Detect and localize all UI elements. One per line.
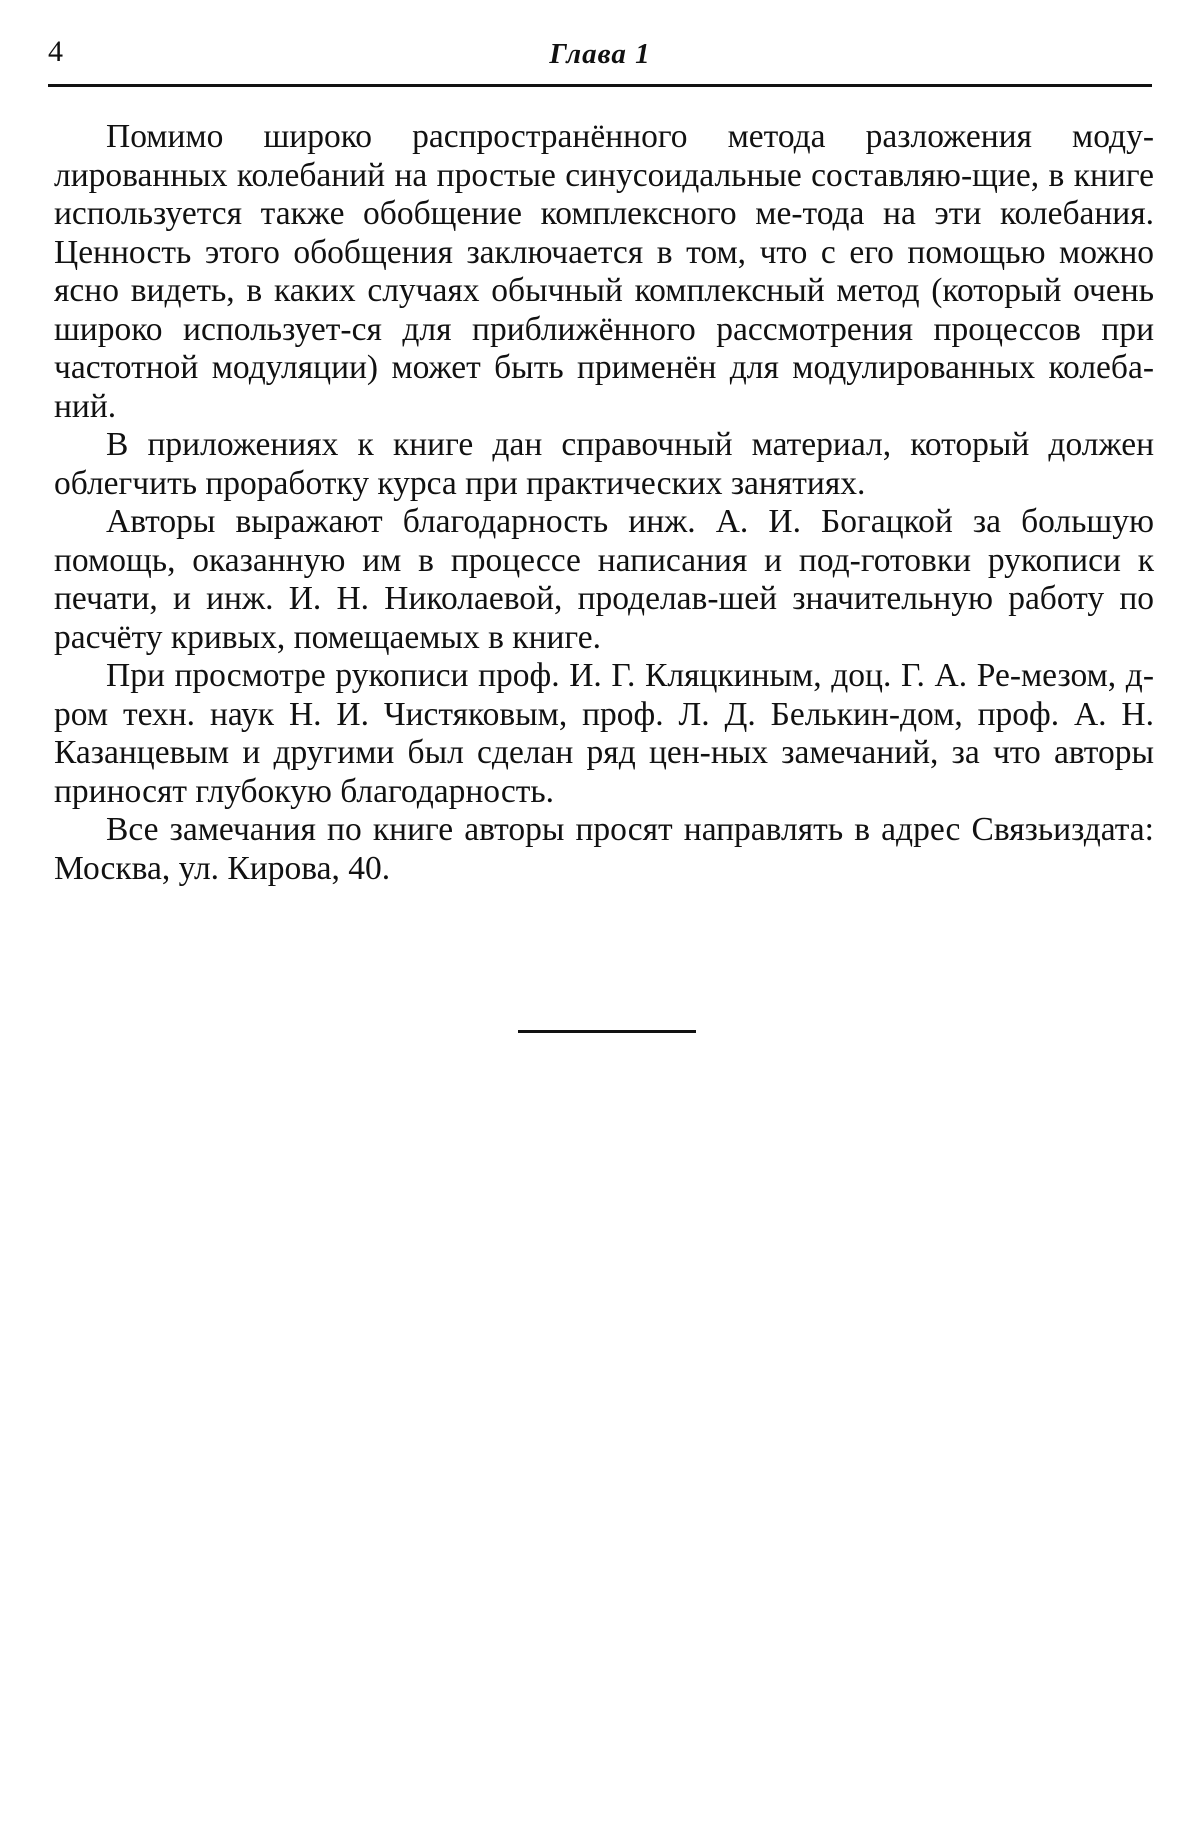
paragraph: При просмотре рукописи проф. И. Г. Кляцкиным, доц. Г. А. Ре-мезом, д-ром техн. наук Н. И. Чистяковым, проф. Л. Д. Белькин-дом, проф. А. Н. Казанцевым и другими был сделан ряд цен-ных замечаний, за что авторы приносят глубокую благодарность. [54,657,1154,810]
section-end-rule [518,1030,696,1033]
paragraph: Авторы выражают благодарность инж. А. И. Богацкой за большую помощь, оказанную им в процессе написания и под-готовки рукописи к печати, и инж. И. Н. Николаевой, проделав-шей значительную работу по расчёту кривых, помещаемых в книге. [54,503,1154,656]
paragraph: В приложениях к книге дан справочный материал, который должен облегчить проработку курса при практических занятиях. [54,426,1154,502]
body-text [54,118,1154,888]
header-rule [48,84,1152,87]
paragraph: Помимо широко распространённого метода разложения моду-лированных колебаний на простые синусоидальные составляю-щие, в книге используется также обобщение комплексного ме-тода на эти колебания. Ценность этого обобщения заключается в том, что с его помощью можно ясно видеть, в каких случаях обычный комплексный метод (который очень широко использует-ся для приближённого рассмотрения процессов при частотной модуляции) может быть применён для модулированных колеба-ний. [54,118,1154,425]
paragraph: Все замечания по книге авторы просят направлять в адрес Связьиздата: Москва, ул. Кирова, 40. [54,811,1154,887]
chapter-running-head: Глава 1 [549,38,651,70]
page-number: 4 [48,35,63,68]
